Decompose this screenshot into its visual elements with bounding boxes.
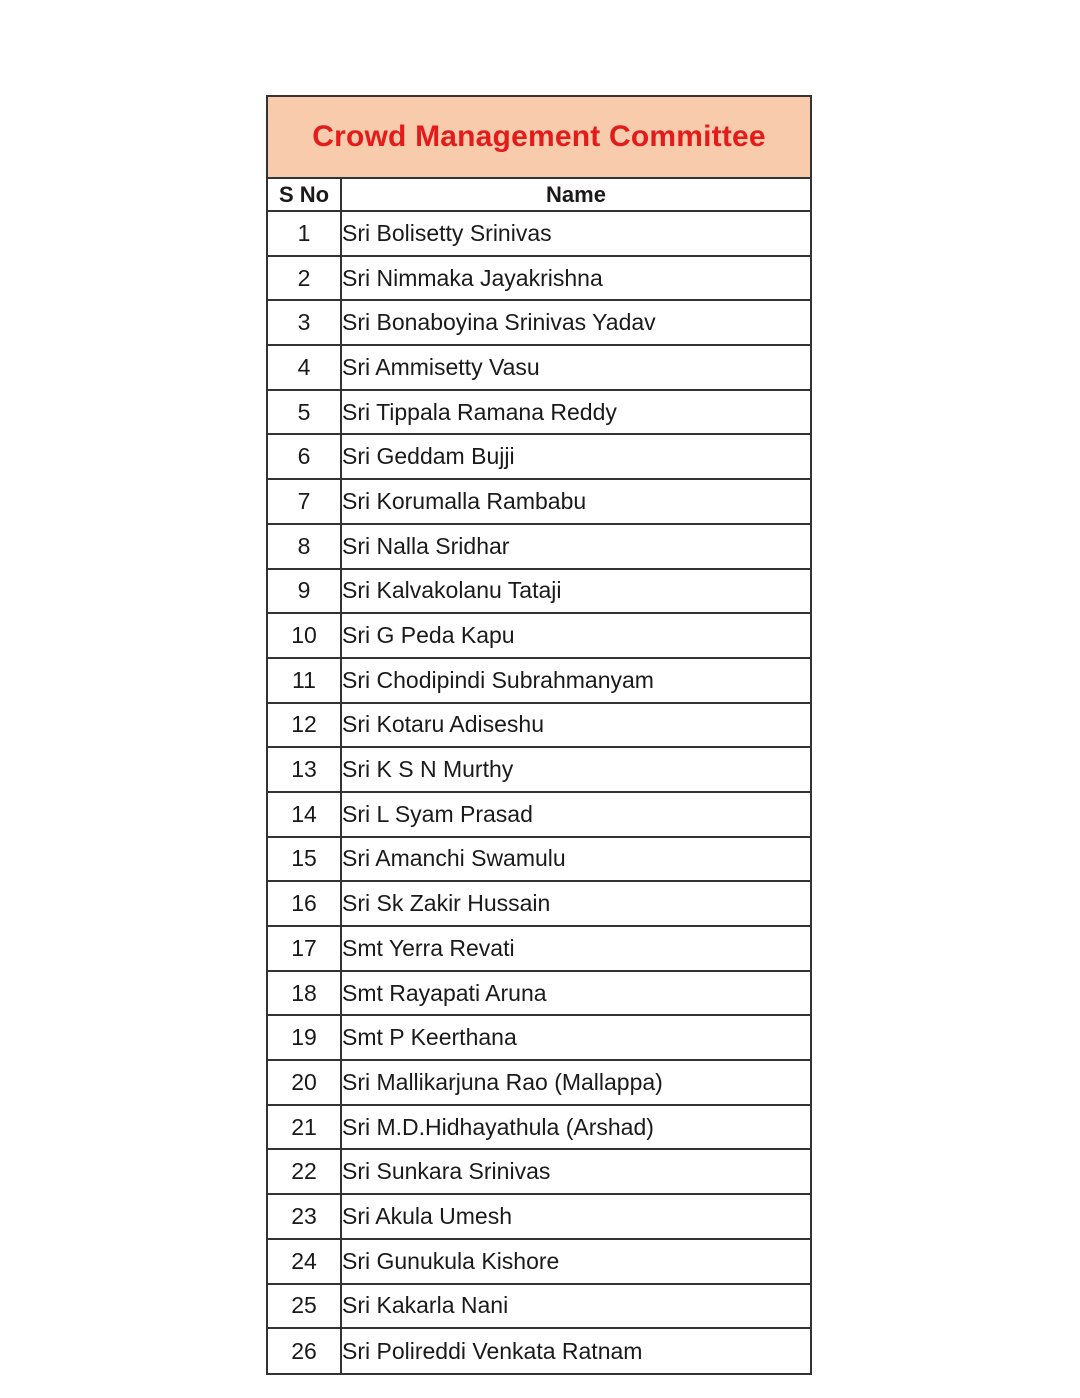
member-name: Sri Bonaboyina Srinivas Yadav [341,300,810,345]
table-row [268,926,810,971]
member-name: Sri Polireddi Venkata Ratnam [341,1328,810,1373]
member-name: Sri Kotaru Adiseshu [341,703,810,748]
serial-number: 24 [268,1239,341,1284]
table-row [268,300,810,345]
serial-number: 26 [268,1328,341,1373]
member-name: Sri Sunkara Srinivas [341,1149,810,1194]
serial-number: 5 [268,390,341,435]
serial-number: 8 [268,524,341,569]
header-row [268,179,810,211]
committee-sheet [266,95,812,1375]
table-row [268,1284,810,1329]
serial-number: 2 [268,256,341,301]
member-name: Sri Amanchi Swamulu [341,837,810,882]
member-name: Smt Yerra Revati [341,926,810,971]
table-row [268,1328,810,1373]
serial-number: 23 [268,1194,341,1239]
member-name: Sri Kalvakolanu Tataji [341,569,810,614]
member-name: Sri Sk Zakir Hussain [341,881,810,926]
member-name: Sri Chodipindi Subrahmanyam [341,658,810,703]
table-row [268,837,810,882]
table-row [268,434,810,479]
table-row [268,613,810,658]
table-row [268,703,810,748]
table-row [268,971,810,1016]
serial-number: 22 [268,1149,341,1194]
member-name: Sri Bolisetty Srinivas [341,211,810,256]
table-row [268,1239,810,1284]
member-name: Smt Rayapati Aruna [341,971,810,1016]
member-name: Sri Akula Umesh [341,1194,810,1239]
members-table [268,179,810,1373]
serial-number: 14 [268,792,341,837]
table-row [268,1015,810,1060]
table-row [268,479,810,524]
serial-number: 19 [268,1015,341,1060]
member-name: Sri Mallikarjuna Rao (Mallappa) [341,1060,810,1105]
table-row [268,345,810,390]
table-row [268,792,810,837]
member-name: Sri Korumalla Rambabu [341,479,810,524]
member-name: Sri Tippala Ramana Reddy [341,390,810,435]
title-banner [268,97,810,179]
table-row [268,1194,810,1239]
serial-number: 3 [268,300,341,345]
table-row [268,1105,810,1150]
table-row [268,881,810,926]
serial-number: 25 [268,1284,341,1329]
serial-number: 7 [268,479,341,524]
serial-number: 12 [268,703,341,748]
table-row [268,658,810,703]
header-name: Name [341,179,810,211]
member-name: Sri Ammisetty Vasu [341,345,810,390]
sheet-title: Crowd Management Committee [312,120,766,153]
serial-number: 21 [268,1105,341,1150]
member-name: Sri Gunukula Kishore [341,1239,810,1284]
serial-number: 15 [268,837,341,882]
serial-number: 16 [268,881,341,926]
member-name: Sri Geddam Bujji [341,434,810,479]
table-row [268,569,810,614]
member-name: Sri K S N Murthy [341,747,810,792]
serial-number: 13 [268,747,341,792]
member-name: Sri L Syam Prasad [341,792,810,837]
member-name: Sri Nalla Sridhar [341,524,810,569]
serial-number: 10 [268,613,341,658]
serial-number: 11 [268,658,341,703]
serial-number: 20 [268,1060,341,1105]
table-row [268,1149,810,1194]
table-row [268,1060,810,1105]
serial-number: 1 [268,211,341,256]
member-name: Sri M.D.Hidhayathula (Arshad) [341,1105,810,1150]
header-sno: S No [268,179,341,211]
member-name: Sri G Peda Kapu [341,613,810,658]
table-row [268,524,810,569]
member-name: Sri Kakarla Nani [341,1284,810,1329]
table-row [268,747,810,792]
serial-number: 9 [268,569,341,614]
serial-number: 4 [268,345,341,390]
serial-number: 18 [268,971,341,1016]
table-row [268,390,810,435]
member-rows [268,211,810,1373]
member-name: Sri Nimmaka Jayakrishna [341,256,810,301]
table-row [268,256,810,301]
table-row [268,211,810,256]
serial-number: 17 [268,926,341,971]
member-name: Smt P Keerthana [341,1015,810,1060]
serial-number: 6 [268,434,341,479]
